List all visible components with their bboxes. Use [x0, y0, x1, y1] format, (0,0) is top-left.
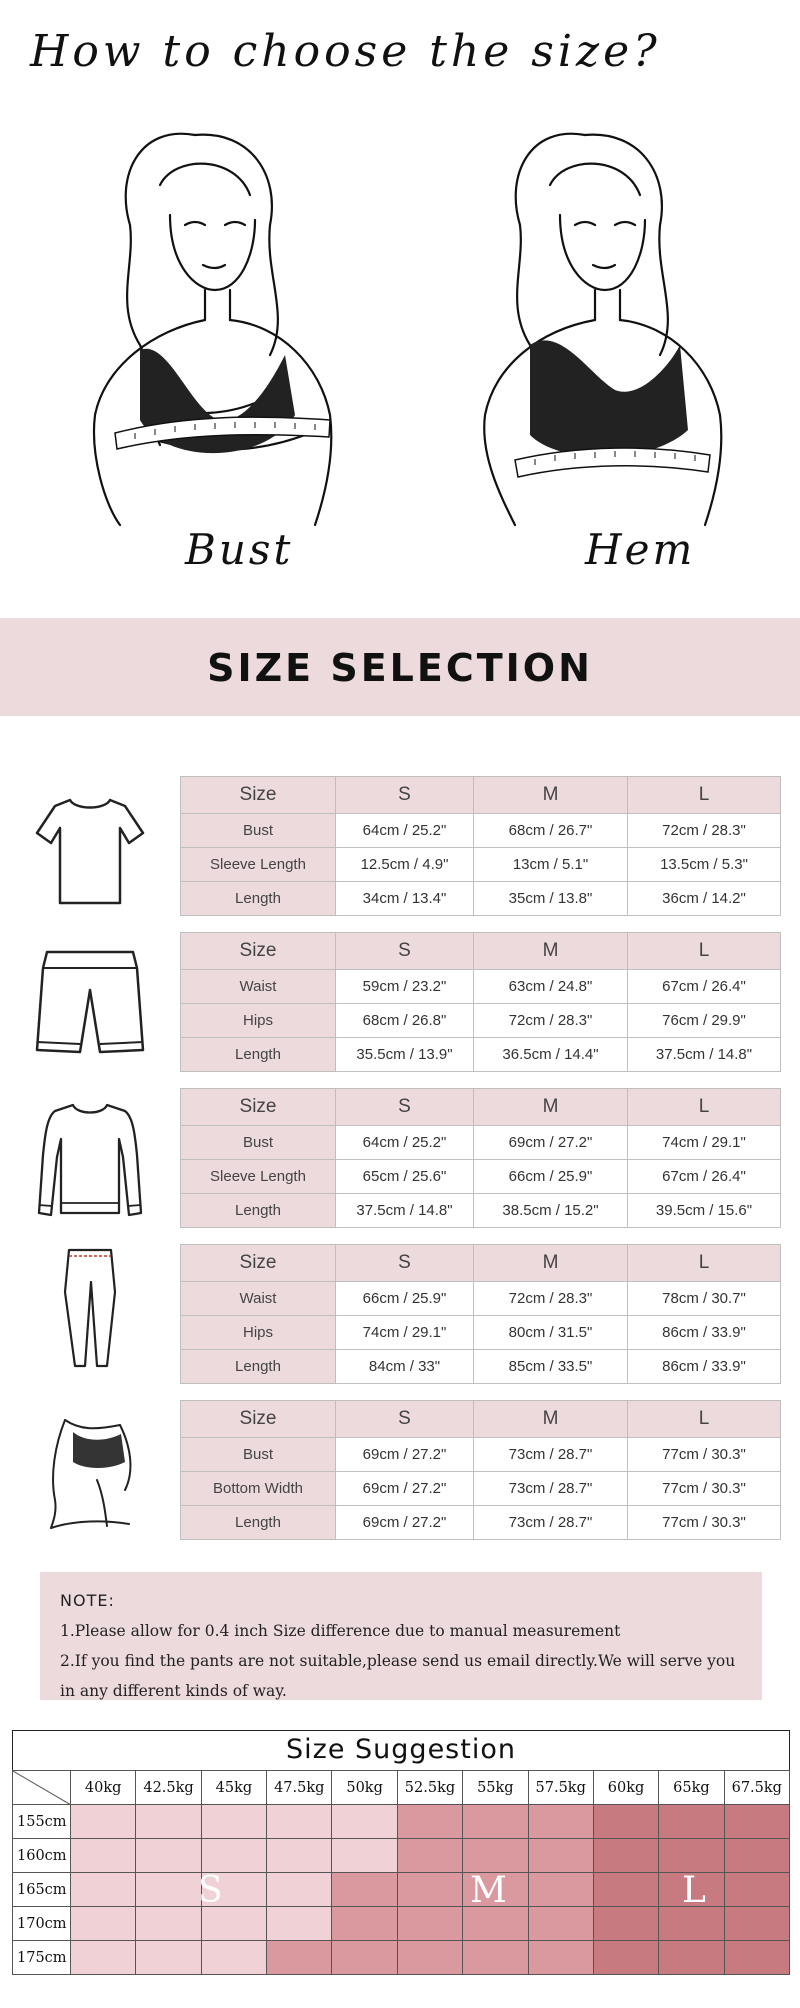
table-cell: 36.5cm / 14.4" [474, 1038, 628, 1072]
row-label: Length [181, 882, 336, 916]
table-cell: 38.5cm / 15.2" [474, 1194, 628, 1228]
size-zone-cell [724, 1907, 789, 1941]
row-label: Length [181, 1350, 336, 1384]
height-label-cell: 175cm [13, 1941, 71, 1975]
table-row [181, 1160, 781, 1194]
size-table-leggings [180, 1244, 781, 1384]
height-row [13, 1805, 790, 1839]
row-label: Bust [181, 1126, 336, 1160]
table-row [181, 1316, 781, 1350]
corner-cell [13, 1771, 71, 1805]
header-s: S [336, 1245, 474, 1282]
height-label-cell: 170cm [13, 1907, 71, 1941]
size-zone-cell [267, 1873, 332, 1907]
weight-header-cell: 42.5kg [136, 1771, 201, 1805]
size-zone-cell [71, 1941, 136, 1975]
table-cell: 35cm / 13.8" [474, 882, 628, 916]
row-label: Sleeve Length [181, 848, 336, 882]
table-header-row [181, 933, 781, 970]
size-table-shorts [180, 932, 781, 1072]
note-line-1: 1.Please allow for 0.4 inch Size difference due to manual measurement [60, 1622, 621, 1640]
table-cell: 68cm / 26.8" [336, 1004, 474, 1038]
size-zone-cell [659, 1805, 724, 1839]
table-cell: 66cm / 25.9" [336, 1282, 474, 1316]
height-row [13, 1941, 790, 1975]
table-cell: 73cm / 28.7" [474, 1438, 628, 1472]
how-to-title: How to choose the size? [30, 26, 661, 77]
long-sleeve-top-icon [25, 1095, 155, 1225]
size-zone-cell [593, 1873, 658, 1907]
header-m: M [474, 1401, 628, 1438]
size-zone-cell [332, 1805, 397, 1839]
table-row [181, 1126, 781, 1160]
size-table-tshirt [180, 776, 781, 916]
row-label: Sleeve Length [181, 1160, 336, 1194]
size-zone-cell [463, 1941, 528, 1975]
table-cell: 86cm / 33.9" [628, 1316, 781, 1350]
header-size: Size [181, 777, 336, 814]
size-suggestion [12, 1730, 790, 1975]
table-header-row [181, 1089, 781, 1126]
header-s: S [336, 933, 474, 970]
zone-label-l: L [682, 1870, 706, 1911]
table-cell: 34cm / 13.4" [336, 882, 474, 916]
table-cell: 69cm / 27.2" [474, 1126, 628, 1160]
header-size: Size [181, 1089, 336, 1126]
table-row [181, 814, 781, 848]
size-zone-cell [593, 1941, 658, 1975]
hem-caption: Hem [585, 525, 696, 574]
table-cell: 80cm / 31.5" [474, 1316, 628, 1350]
table-cell: 74cm / 29.1" [628, 1126, 781, 1160]
row-label: Length [181, 1038, 336, 1072]
size-zone-cell [397, 1839, 462, 1873]
size-zone-cell [201, 1839, 266, 1873]
row-label: Hips [181, 1004, 336, 1038]
size-zone-cell [463, 1907, 528, 1941]
table-header-row [181, 1401, 781, 1438]
weight-header-cell: 45kg [201, 1771, 266, 1805]
size-zone-cell [71, 1839, 136, 1873]
weight-header-cell: 47.5kg [267, 1771, 332, 1805]
weight-header-cell: 50kg [332, 1771, 397, 1805]
header-l: L [628, 1245, 781, 1282]
table-cell: 77cm / 30.3" [628, 1438, 781, 1472]
table-cell: 64cm / 25.2" [336, 814, 474, 848]
diagonal-line-icon [13, 1771, 71, 1805]
table-cell: 35.5cm / 13.9" [336, 1038, 474, 1072]
size-zone-cell [724, 1873, 789, 1907]
size-zone-cell [201, 1805, 266, 1839]
table-row [181, 1282, 781, 1316]
header-s: S [336, 1089, 474, 1126]
height-label-cell: 160cm [13, 1839, 71, 1873]
table-cell: 72cm / 28.3" [474, 1004, 628, 1038]
table-row [181, 1350, 781, 1384]
size-table-long-sleeve-top [180, 1088, 781, 1228]
table-cell: 85cm / 33.5" [474, 1350, 628, 1384]
weight-header-cell: 52.5kg [397, 1771, 462, 1805]
bust-caption: Bust [185, 525, 294, 574]
size-zone-cell [267, 1839, 332, 1873]
header-l: L [628, 1089, 781, 1126]
row-label: Length [181, 1194, 336, 1228]
note-line-2: 2.If you find the pants are not suitable,please send us email directly.We will serve you in any different kinds of way. [60, 1652, 736, 1700]
size-zone-cell [71, 1907, 136, 1941]
weight-header-cell: 60kg [593, 1771, 658, 1805]
shorts-icon [25, 940, 155, 1070]
size-zone-cell [659, 1941, 724, 1975]
size-zone-cell [397, 1805, 462, 1839]
table-cell: 78cm / 30.7" [628, 1282, 781, 1316]
size-selection-banner [0, 618, 800, 716]
weight-header-cell: 55kg [463, 1771, 528, 1805]
row-label: Bottom Width [181, 1472, 336, 1506]
header-m: M [474, 1089, 628, 1126]
table-cell: 39.5cm / 15.6" [628, 1194, 781, 1228]
size-zone-cell [332, 1941, 397, 1975]
table-cell: 69cm / 27.2" [336, 1506, 474, 1540]
table-cell: 66cm / 25.9" [474, 1160, 628, 1194]
table-cell: 13cm / 5.1" [474, 848, 628, 882]
table-cell: 37.5cm / 14.8" [628, 1038, 781, 1072]
height-row [13, 1907, 790, 1941]
weight-header-cell: 65kg [659, 1771, 724, 1805]
size-suggestion-grid [12, 1770, 790, 1975]
table-header-row [181, 1245, 781, 1282]
table-cell: 12.5cm / 4.9" [336, 848, 474, 882]
row-label: Bust [181, 1438, 336, 1472]
header-m: M [474, 933, 628, 970]
table-cell: 67cm / 26.4" [628, 970, 781, 1004]
size-zone-cell [136, 1907, 201, 1941]
hem-measurement-illustration [420, 115, 750, 535]
table-cell: 86cm / 33.9" [628, 1350, 781, 1384]
size-zone-cell [397, 1873, 462, 1907]
height-row [13, 1873, 790, 1907]
size-zone-cell [528, 1907, 593, 1941]
size-zone-cell [593, 1805, 658, 1839]
size-zone-cell [267, 1805, 332, 1839]
table-row [181, 1004, 781, 1038]
size-zone-cell [724, 1805, 789, 1839]
row-label: Bust [181, 814, 336, 848]
table-cell: 63cm / 24.8" [474, 970, 628, 1004]
table-cell: 69cm / 27.2" [336, 1472, 474, 1506]
size-zone-cell [463, 1839, 528, 1873]
table-cell: 73cm / 28.7" [474, 1472, 628, 1506]
table-cell: 67cm / 26.4" [628, 1160, 781, 1194]
table-cell: 36cm / 14.2" [628, 882, 781, 916]
size-zone-cell [201, 1907, 266, 1941]
table-cell: 73cm / 28.7" [474, 1506, 628, 1540]
note-box [40, 1572, 762, 1700]
size-zone-cell [724, 1839, 789, 1873]
table-cell: 72cm / 28.3" [628, 814, 781, 848]
size-zone-cell [528, 1805, 593, 1839]
table-cell: 64cm / 25.2" [336, 1126, 474, 1160]
weight-header-cell: 57.5kg [528, 1771, 593, 1805]
size-zone-cell [332, 1907, 397, 1941]
height-label-cell: 155cm [13, 1805, 71, 1839]
table-row [181, 970, 781, 1004]
table-row [181, 882, 781, 916]
table-row [181, 1438, 781, 1472]
bust-measurement-illustration [45, 115, 375, 535]
zone-label-s: S [198, 1870, 223, 1911]
height-label-cell: 165cm [13, 1873, 71, 1907]
table-cell: 65cm / 25.6" [336, 1160, 474, 1194]
size-zone-cell [71, 1805, 136, 1839]
table-row [181, 848, 781, 882]
header-m: M [474, 777, 628, 814]
table-cell: 13.5cm / 5.3" [628, 848, 781, 882]
size-suggestion-title: Size Suggestion [12, 1730, 790, 1770]
size-zone-cell [136, 1941, 201, 1975]
size-table-sports-bra [180, 1400, 781, 1540]
header-s: S [336, 777, 474, 814]
size-zone-cell [332, 1873, 397, 1907]
weight-header-cell: 40kg [71, 1771, 136, 1805]
row-label: Length [181, 1506, 336, 1540]
banner-title: SIZE SELECTION [207, 646, 593, 690]
size-zone-cell [201, 1941, 266, 1975]
size-zone-cell [593, 1907, 658, 1941]
header-size: Size [181, 1245, 336, 1282]
table-cell: 77cm / 30.3" [628, 1472, 781, 1506]
header-l: L [628, 1401, 781, 1438]
table-cell: 69cm / 27.2" [336, 1438, 474, 1472]
table-cell: 84cm / 33" [336, 1350, 474, 1384]
note-title: NOTE: [60, 1591, 115, 1610]
zone-label-m: M [470, 1870, 507, 1911]
weight-header-row [13, 1771, 790, 1805]
sports-bra-icon [25, 1400, 155, 1530]
header-s: S [336, 1401, 474, 1438]
header-m: M [474, 1245, 628, 1282]
table-row [181, 1506, 781, 1540]
table-cell: 74cm / 29.1" [336, 1316, 474, 1350]
size-zone-cell [136, 1805, 201, 1839]
table-cell: 77cm / 30.3" [628, 1506, 781, 1540]
table-row [181, 1472, 781, 1506]
table-row [181, 1038, 781, 1072]
table-cell: 72cm / 28.3" [474, 1282, 628, 1316]
size-zone-cell [397, 1941, 462, 1975]
size-zone-cell [136, 1873, 201, 1907]
size-zone-cell [528, 1839, 593, 1873]
leggings-icon [25, 1242, 155, 1372]
header-l: L [628, 777, 781, 814]
size-zone-cell [659, 1839, 724, 1873]
row-label: Hips [181, 1316, 336, 1350]
table-cell: 59cm / 23.2" [336, 970, 474, 1004]
table-cell: 37.5cm / 14.8" [336, 1194, 474, 1228]
size-zone-cell [136, 1839, 201, 1873]
table-row [181, 1194, 781, 1228]
size-zone-cell [593, 1839, 658, 1873]
size-zone-cell [397, 1907, 462, 1941]
row-label: Waist [181, 970, 336, 1004]
size-zone-cell [267, 1907, 332, 1941]
size-zone-cell [71, 1873, 136, 1907]
size-zone-cell [659, 1907, 724, 1941]
table-cell: 76cm / 29.9" [628, 1004, 781, 1038]
header-size: Size [181, 1401, 336, 1438]
row-label: Waist [181, 1282, 336, 1316]
table-cell: 68cm / 26.7" [474, 814, 628, 848]
height-row [13, 1839, 790, 1873]
table-header-row [181, 777, 781, 814]
size-zone-cell [724, 1941, 789, 1975]
weight-header-cell: 67.5kg [724, 1771, 789, 1805]
header-l: L [628, 933, 781, 970]
size-zone-cell [332, 1839, 397, 1873]
size-zone-cell [463, 1805, 528, 1839]
tshirt-icon [25, 788, 155, 918]
header-size: Size [181, 933, 336, 970]
size-zone-cell [528, 1873, 593, 1907]
size-zone-cell [528, 1941, 593, 1975]
size-zone-cell [267, 1941, 332, 1975]
